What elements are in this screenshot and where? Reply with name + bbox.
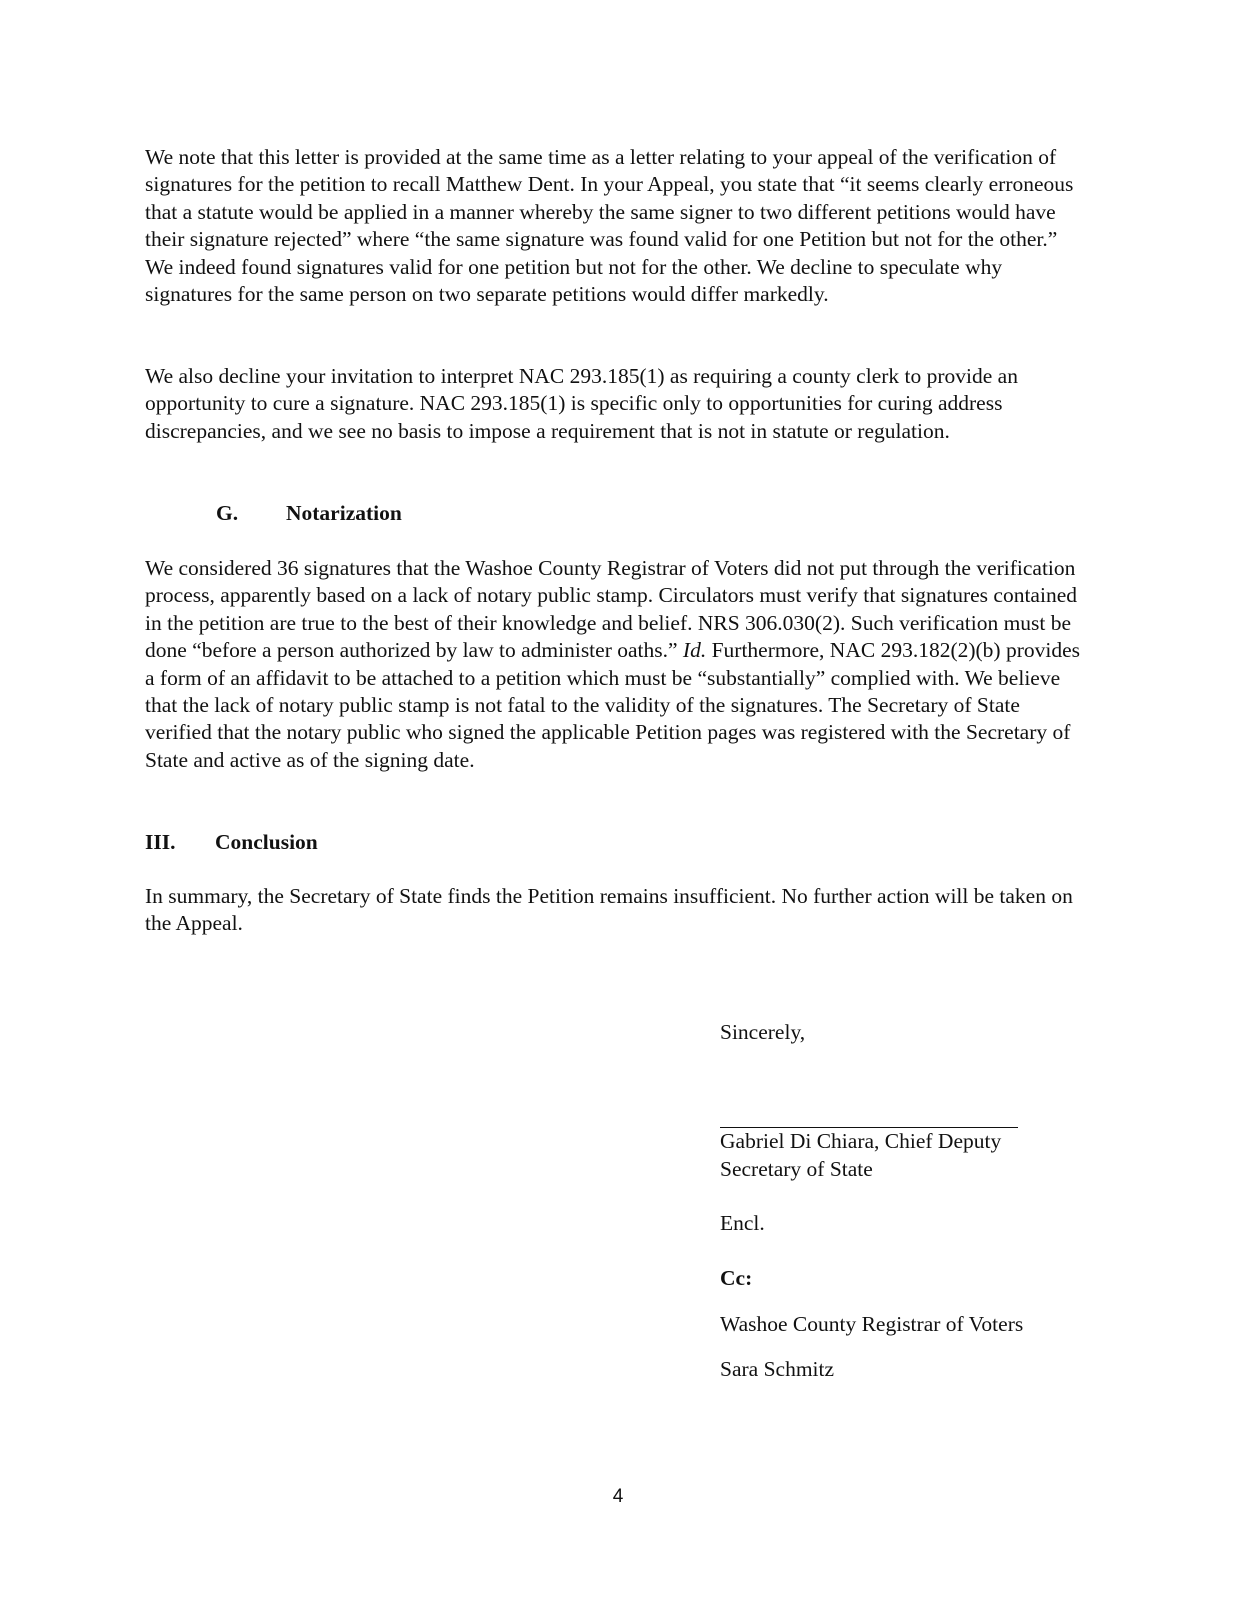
closing-salutation: Sincerely,: [720, 1020, 806, 1044]
paragraph-text: We note that this letter is provided at the same time as a letter relating to your appeal of the verification of signatures for the petition to recall Matthew Dent. In your Appeal, you state that “it seems clearly erroneous that a statute would be applied in a manner whereby the same signer to two different petitions would have their signature rejected” where “the same signature was found valid for one Petition but not for the other.” We indeed found signatures valid for one petition but not for the other. We decline to speculate why signatures for the same person on two separate petitions would differ markedly.: [145, 145, 1074, 307]
signer-name: Gabriel Di Chiara, Chief Deputy: [720, 1129, 1002, 1153]
page-number: 4: [612, 1486, 624, 1507]
cc-recipient: Sara Schmitz: [720, 1357, 835, 1381]
section-heading-g: [216, 500, 402, 527]
section-number: III.: [145, 830, 176, 854]
cc-recipient: Washoe County Registrar of Voters: [720, 1312, 1024, 1336]
signer-title: Secretary of State: [720, 1157, 873, 1181]
id-citation: Id.: [682, 638, 707, 663]
paragraph-text: We also decline your invitation to interpret NAC 293.185(1) as requiring a county clerk to provide an opportunity to cure a signature. NAC 293.185(1) is specific only to opportunities for curing address discrepancies, and we see no basis to impose a requirement that is not in statute or regulation.: [145, 364, 1018, 443]
paragraph-text-before-cite: We considered 36 signatures that the Washoe County Registrar of Voters did not put through the verification process, apparently based on a lack of notary public stamp. Circulators must verify that signatures contained in the petition are true to the best of their knowledge and belief. NRS 306.030(2). Such verification must be done “before a person authorized by law to administer oaths.”: [145, 556, 1077, 663]
cc-label: Cc:: [720, 1266, 753, 1290]
paragraph-summary: [145, 883, 1085, 938]
paragraph-cure-opportunity: [145, 363, 1085, 445]
enclosure-note: Encl.: [720, 1211, 765, 1235]
section-title: Conclusion: [215, 830, 318, 854]
paragraph-signature-comparison: [145, 144, 1085, 308]
section-heading-iii: [145, 829, 318, 856]
paragraph-notarization: [145, 555, 1085, 774]
section-number: G.: [216, 501, 239, 525]
paragraph-text-after-cite: Furthermore, NAC 293.182(2)(b) provides a form of an affidavit to be attached to a petition which must be “substantially” complied with. We believe that the lack of notary public stamp is not fatal to the validity of the signatures. The Secretary of State verified that the notary public who signed the applicable Petition pages was registered with the Secretary of State and active as of the signing date.: [145, 638, 1081, 772]
section-title: Notarization: [286, 501, 402, 525]
paragraph-text: In summary, the Secretary of State finds the Petition remains insufficient. No further action will be taken on the Appeal.: [145, 884, 1073, 936]
